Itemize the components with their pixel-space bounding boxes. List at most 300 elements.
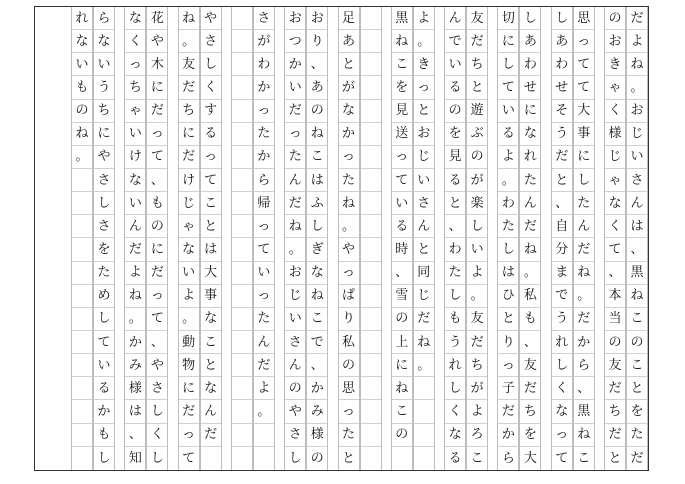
grid-cell: さ bbox=[94, 215, 114, 238]
grid-cell: 、 bbox=[147, 169, 167, 192]
grid-cell: し bbox=[150, 450, 164, 466]
grid-cell: 思 bbox=[574, 7, 594, 30]
grid-cell: ん bbox=[285, 354, 305, 377]
grid-cell bbox=[72, 169, 92, 192]
grid-cell: な bbox=[179, 238, 199, 261]
grid-cell bbox=[72, 400, 92, 423]
grid-cell: い bbox=[467, 238, 487, 261]
grid-cell: 、 bbox=[125, 424, 145, 447]
grid-cell: た bbox=[574, 192, 594, 215]
grid-cell: さ bbox=[254, 7, 274, 30]
grid-cell: の bbox=[605, 7, 625, 30]
grid-cell: が bbox=[467, 169, 487, 192]
grid-cell: て bbox=[555, 450, 569, 466]
grid-cell: と bbox=[414, 238, 434, 261]
grid-cell: さ bbox=[285, 331, 305, 354]
grid-cell: ま bbox=[552, 262, 572, 285]
grid-cell: こ bbox=[392, 400, 412, 423]
grid-cell: っ bbox=[552, 424, 572, 447]
grid-cell: ね bbox=[125, 285, 145, 308]
grid-cell: っ bbox=[201, 146, 221, 169]
grid-cell: し bbox=[94, 192, 114, 215]
grid-cell: だ bbox=[201, 424, 221, 447]
grid-cell: 動 bbox=[179, 331, 199, 354]
grid-cell: 事 bbox=[201, 285, 221, 308]
grid-cell bbox=[232, 100, 252, 123]
grid-cell: よ bbox=[414, 7, 434, 30]
grid-cell: 、 bbox=[520, 331, 540, 354]
grid-cell: は bbox=[125, 400, 145, 423]
grid-cell: し bbox=[498, 53, 518, 76]
grid-cell bbox=[361, 76, 381, 99]
grid-cell: 。 bbox=[179, 30, 199, 53]
grid-cell: さ bbox=[285, 424, 305, 447]
grid-cell: 、 bbox=[574, 377, 594, 400]
grid-cell: て bbox=[147, 308, 167, 331]
grid-cell: だ bbox=[605, 377, 625, 400]
column-gutter bbox=[435, 7, 444, 470]
grid-cell: そ bbox=[552, 100, 572, 123]
grid-cell: 遊 bbox=[467, 100, 487, 123]
grid-cell: 友 bbox=[179, 53, 199, 76]
grid-cell bbox=[361, 285, 381, 308]
grid-cell: り bbox=[339, 308, 359, 331]
grid-cell: い bbox=[72, 53, 92, 76]
grid-cell: い bbox=[94, 53, 114, 76]
grid-cell: た bbox=[339, 424, 359, 447]
grid-cell: よ bbox=[254, 377, 274, 400]
grid-cell: る bbox=[201, 123, 221, 146]
grid-cell: わ bbox=[445, 238, 465, 261]
grid-cell: て bbox=[94, 331, 114, 354]
grid-cell: 、 bbox=[605, 262, 625, 285]
grid-cell: だ bbox=[467, 30, 487, 53]
grid-cell: た bbox=[285, 146, 305, 169]
grid-cell: だ bbox=[627, 7, 647, 30]
grid-cell: ん bbox=[285, 169, 305, 192]
grid-cell: や bbox=[285, 400, 305, 423]
grid-cell bbox=[361, 192, 381, 215]
grid-cell bbox=[72, 192, 92, 215]
grid-cell: と bbox=[445, 192, 465, 215]
grid-cell: こ bbox=[201, 331, 221, 354]
grid-cell bbox=[232, 215, 252, 238]
grid-cell: に bbox=[498, 30, 518, 53]
grid-cell: う bbox=[552, 123, 572, 146]
grid-cell: を bbox=[445, 123, 465, 146]
grid-cell: ね bbox=[574, 424, 594, 447]
grid-cell: 大 bbox=[574, 100, 594, 123]
grid-cell bbox=[232, 424, 252, 447]
grid-cell bbox=[232, 262, 252, 285]
grid-cell: い bbox=[125, 192, 145, 215]
grid-cell: し bbox=[574, 169, 594, 192]
grid-cell: ん bbox=[414, 215, 434, 238]
grid-cell bbox=[232, 146, 252, 169]
grid-cell: こ bbox=[307, 146, 327, 169]
grid-cell: く bbox=[201, 76, 221, 99]
grid-cell: く bbox=[552, 377, 572, 400]
grid-cell: ね bbox=[627, 285, 647, 308]
grid-cell: ふ bbox=[307, 192, 327, 215]
column-gutter bbox=[328, 7, 337, 470]
grid-cell: が bbox=[339, 76, 359, 99]
grid-cell: さ bbox=[201, 30, 221, 53]
grid-cell: れ bbox=[552, 331, 572, 354]
grid-cell: に bbox=[147, 238, 167, 261]
column-gutter bbox=[541, 7, 550, 470]
grid-cell: な bbox=[307, 262, 327, 285]
grid-cell: よ bbox=[125, 262, 145, 285]
grid-cell: 。 bbox=[285, 238, 305, 261]
grid-cell: ゃ bbox=[179, 215, 199, 238]
grid-cell: ん bbox=[627, 192, 647, 215]
grid-cell bbox=[361, 400, 381, 423]
grid-cell: し bbox=[97, 450, 111, 466]
grid-cell: ぶ bbox=[467, 123, 487, 146]
grid-cell: は bbox=[498, 262, 518, 285]
grid-cell: さ bbox=[414, 192, 434, 215]
grid-cell: ゃ bbox=[605, 76, 625, 99]
grid-cell: か bbox=[574, 331, 594, 354]
grid-cell: っ bbox=[574, 30, 594, 53]
grid-cell: よ bbox=[179, 285, 199, 308]
grid-cell: に bbox=[392, 354, 412, 377]
grid-cell: よ bbox=[498, 146, 518, 169]
grid-cell: と bbox=[498, 308, 518, 331]
grid-cell: で bbox=[307, 331, 327, 354]
grid-cell: る bbox=[498, 123, 518, 146]
grid-cell: し bbox=[288, 450, 302, 466]
grid-cell: は bbox=[201, 238, 221, 261]
grid-cell: い bbox=[627, 146, 647, 169]
grid-cell bbox=[201, 447, 221, 470]
grid-cell: だ bbox=[605, 424, 625, 447]
grid-cell: 友 bbox=[520, 354, 540, 377]
grid-cell: な bbox=[201, 377, 221, 400]
grid-cell: 黒 bbox=[627, 262, 647, 285]
grid-cell bbox=[361, 146, 381, 169]
grid-cell: ね bbox=[574, 262, 594, 285]
grid-cell: こ bbox=[627, 308, 647, 331]
grid-cell: こ bbox=[307, 308, 327, 331]
grid-cell: を bbox=[392, 76, 412, 99]
grid-cell: る bbox=[448, 450, 462, 466]
grid-cell: た bbox=[627, 424, 647, 447]
grid-cell: の bbox=[627, 331, 647, 354]
grid-cell: て bbox=[254, 238, 274, 261]
grid-cell: も bbox=[147, 192, 167, 215]
grid-cell: る bbox=[392, 215, 412, 238]
grid-cell: 友 bbox=[605, 354, 625, 377]
text-column bbox=[573, 7, 595, 470]
grid-cell: し bbox=[201, 53, 221, 76]
grid-cell: 、 bbox=[147, 331, 167, 354]
grid-cell: こ bbox=[201, 192, 221, 215]
grid-cell: が bbox=[254, 30, 274, 53]
grid-cell bbox=[72, 238, 92, 261]
grid-cell: く bbox=[445, 400, 465, 423]
grid-cell: の bbox=[339, 354, 359, 377]
grid-cell: 様 bbox=[605, 123, 625, 146]
grid-cell: で bbox=[445, 30, 465, 53]
text-column bbox=[391, 7, 413, 470]
grid-cell: の bbox=[445, 100, 465, 123]
grid-cell: 本 bbox=[605, 285, 625, 308]
grid-cell bbox=[72, 308, 92, 331]
grid-cell: わ bbox=[520, 53, 540, 76]
text-column bbox=[360, 7, 382, 470]
grid-cell: み bbox=[307, 400, 327, 423]
text-column bbox=[306, 7, 328, 470]
grid-cell: て bbox=[605, 238, 625, 261]
grid-cell: な bbox=[605, 192, 625, 215]
grid-cell: 。 bbox=[414, 30, 434, 53]
grid-cell: 同 bbox=[414, 262, 434, 285]
grid-cell: ね bbox=[627, 53, 647, 76]
grid-cell: じ bbox=[414, 146, 434, 169]
grid-cell: れ bbox=[520, 146, 540, 169]
grid-cell bbox=[414, 377, 434, 400]
grid-cell: ん bbox=[445, 7, 465, 30]
grid-cell: だ bbox=[179, 146, 199, 169]
grid-cell bbox=[361, 169, 381, 192]
grid-cell: の bbox=[392, 424, 412, 447]
grid-cell: い bbox=[498, 100, 518, 123]
grid-cell: 事 bbox=[574, 123, 594, 146]
grid-cell: た bbox=[339, 169, 359, 192]
grid-cell: ら bbox=[501, 450, 515, 466]
grid-cell: 様 bbox=[307, 424, 327, 447]
grid-cell: う bbox=[445, 331, 465, 354]
grid-cell: く bbox=[147, 424, 167, 447]
grid-cell: だ bbox=[179, 400, 199, 423]
grid-cell: 。 bbox=[179, 308, 199, 331]
grid-cell bbox=[361, 447, 381, 470]
grid-cell: 、 bbox=[307, 53, 327, 76]
grid-cell bbox=[232, 76, 252, 99]
grid-cell bbox=[232, 354, 252, 377]
grid-cell: 当 bbox=[605, 308, 625, 331]
grid-cell: 楽 bbox=[467, 192, 487, 215]
grid-cell bbox=[232, 169, 252, 192]
grid-cell: 大 bbox=[523, 450, 537, 466]
grid-cell: て bbox=[201, 169, 221, 192]
grid-cell: 子 bbox=[498, 377, 518, 400]
grid-cell: 。 bbox=[414, 354, 434, 377]
grid-cell: あ bbox=[520, 30, 540, 53]
grid-cell: て bbox=[498, 76, 518, 99]
grid-cell: い bbox=[285, 308, 305, 331]
grid-cell: 様 bbox=[125, 377, 145, 400]
grid-cell: に bbox=[520, 100, 540, 123]
grid-cell: ん bbox=[254, 331, 274, 354]
grid-cell bbox=[232, 331, 252, 354]
grid-cell: こ bbox=[470, 450, 484, 466]
grid-cell: な bbox=[94, 30, 114, 53]
grid-cell: や bbox=[94, 146, 114, 169]
grid-cell: せ bbox=[552, 76, 572, 99]
text-column bbox=[551, 7, 573, 470]
grid-cell: つ bbox=[285, 30, 305, 53]
grid-cell: だ bbox=[574, 238, 594, 261]
grid-cell: に bbox=[179, 123, 199, 146]
grid-cell bbox=[232, 447, 252, 470]
grid-cell: こ bbox=[577, 450, 591, 466]
grid-cell bbox=[361, 123, 381, 146]
grid-cell: っ bbox=[339, 262, 359, 285]
grid-cell: か bbox=[125, 331, 145, 354]
grid-cell: た bbox=[254, 308, 274, 331]
grid-cell: し bbox=[467, 215, 487, 238]
grid-cell: お bbox=[285, 7, 305, 30]
grid-cell: っ bbox=[147, 123, 167, 146]
grid-cell: め bbox=[94, 285, 114, 308]
grid-cell: た bbox=[498, 215, 518, 238]
grid-cell bbox=[392, 447, 412, 470]
grid-cell: な bbox=[520, 123, 540, 146]
grid-cell: さ bbox=[94, 169, 114, 192]
grid-cell: ち bbox=[125, 76, 145, 99]
grid-cell: ね bbox=[339, 192, 359, 215]
grid-cell: 自 bbox=[552, 215, 572, 238]
text-column bbox=[497, 7, 519, 470]
grid-cell: だ bbox=[254, 354, 274, 377]
grid-cell: し bbox=[147, 400, 167, 423]
grid-cell: と bbox=[339, 53, 359, 76]
grid-cell: の bbox=[310, 450, 324, 466]
text-column bbox=[284, 7, 306, 470]
grid-cell: 。 bbox=[627, 76, 647, 99]
grid-cell bbox=[361, 354, 381, 377]
grid-cell: や bbox=[201, 7, 221, 30]
grid-cell: も bbox=[94, 424, 114, 447]
grid-cell: や bbox=[147, 354, 167, 377]
grid-cell: く bbox=[125, 30, 145, 53]
grid-cell: 知 bbox=[128, 450, 142, 466]
grid-cell bbox=[254, 424, 274, 447]
grid-cell: い bbox=[285, 76, 305, 99]
text-column bbox=[604, 7, 626, 470]
grid-cell: だ bbox=[498, 400, 518, 423]
text-column bbox=[231, 7, 253, 470]
grid-cell: く bbox=[605, 215, 625, 238]
text-column bbox=[253, 7, 275, 470]
grid-cell: 友 bbox=[467, 7, 487, 30]
grid-cell: 。 bbox=[254, 400, 274, 423]
grid-cell: い bbox=[414, 169, 434, 192]
grid-cell: ゃ bbox=[125, 100, 145, 123]
grid-cell: お bbox=[605, 30, 625, 53]
column-gutter bbox=[595, 7, 604, 470]
text-column bbox=[178, 7, 200, 470]
grid-cell: な bbox=[125, 7, 145, 30]
grid-cell: ね bbox=[392, 30, 412, 53]
grid-cell bbox=[361, 262, 381, 285]
grid-cell bbox=[232, 400, 252, 423]
grid-cell: じ bbox=[605, 146, 625, 169]
grid-cell: 帰 bbox=[254, 192, 274, 215]
grid-cell: 。 bbox=[339, 215, 359, 238]
grid-cell: の bbox=[467, 146, 487, 169]
grid-cell: け bbox=[179, 169, 199, 192]
grid-cell: 、 bbox=[627, 238, 647, 261]
grid-cell bbox=[232, 7, 252, 30]
grid-cell bbox=[361, 215, 381, 238]
grid-cell: ち bbox=[94, 100, 114, 123]
grid-cell: も bbox=[445, 308, 465, 331]
grid-cell: お bbox=[627, 100, 647, 123]
grid-cell: と bbox=[608, 450, 622, 466]
grid-cell bbox=[414, 424, 434, 447]
grid-cell bbox=[361, 53, 381, 76]
grid-cell bbox=[72, 354, 92, 377]
grid-cell: た bbox=[520, 169, 540, 192]
grid-cell: と bbox=[342, 450, 356, 466]
grid-cell: か bbox=[307, 377, 327, 400]
grid-cell: じ bbox=[414, 285, 434, 308]
grid-cell: ら bbox=[254, 169, 274, 192]
grid-cell: ね bbox=[520, 238, 540, 261]
grid-cell: に bbox=[574, 146, 594, 169]
grid-cell: や bbox=[147, 30, 167, 53]
grid-cell: っ bbox=[179, 424, 199, 447]
grid-cell: こ bbox=[627, 354, 647, 377]
grid-cell: し bbox=[445, 377, 465, 400]
grid-cell: み bbox=[125, 354, 145, 377]
grid-cell: 送 bbox=[392, 123, 412, 146]
grid-cell: し bbox=[552, 7, 572, 30]
text-column bbox=[413, 7, 435, 470]
grid-cell bbox=[72, 262, 92, 285]
grid-cell: 、 bbox=[392, 262, 412, 285]
grid-cell: ね bbox=[179, 7, 199, 30]
grid-cell: 。 bbox=[520, 262, 540, 285]
grid-cell: 。 bbox=[498, 169, 518, 192]
grid-cell: と bbox=[201, 215, 221, 238]
grid-cell bbox=[361, 377, 381, 400]
grid-cell bbox=[361, 238, 381, 261]
grid-cell: ち bbox=[179, 100, 199, 123]
grid-cell: あ bbox=[552, 30, 572, 53]
grid-cell: だ bbox=[125, 238, 145, 261]
grid-cell bbox=[232, 192, 252, 215]
grid-cell: っ bbox=[414, 76, 434, 99]
grid-cell: っ bbox=[254, 215, 274, 238]
grid-cell: っ bbox=[392, 146, 412, 169]
grid-cell: っ bbox=[339, 146, 359, 169]
grid-cell: だ bbox=[552, 146, 572, 169]
grid-cell: っ bbox=[147, 285, 167, 308]
grid-cell: ん bbox=[201, 400, 221, 423]
manuscript-sheet bbox=[34, 6, 649, 471]
grid-cell: る bbox=[445, 169, 465, 192]
grid-cell: の bbox=[392, 308, 412, 331]
grid-cell: せ bbox=[520, 76, 540, 99]
grid-cell: る bbox=[445, 76, 465, 99]
grid-cell: と bbox=[467, 76, 487, 99]
grid-cell: 私 bbox=[520, 285, 540, 308]
grid-cell: か bbox=[498, 424, 518, 447]
grid-cell: 、 bbox=[552, 192, 572, 215]
text-column bbox=[338, 7, 360, 470]
grid-cell: 。 bbox=[125, 308, 145, 331]
grid-cell: な bbox=[339, 100, 359, 123]
grid-cell: 大 bbox=[201, 262, 221, 285]
grid-cell: ち bbox=[520, 400, 540, 423]
grid-cell: 見 bbox=[392, 100, 412, 123]
grid-cell: の bbox=[285, 377, 305, 400]
